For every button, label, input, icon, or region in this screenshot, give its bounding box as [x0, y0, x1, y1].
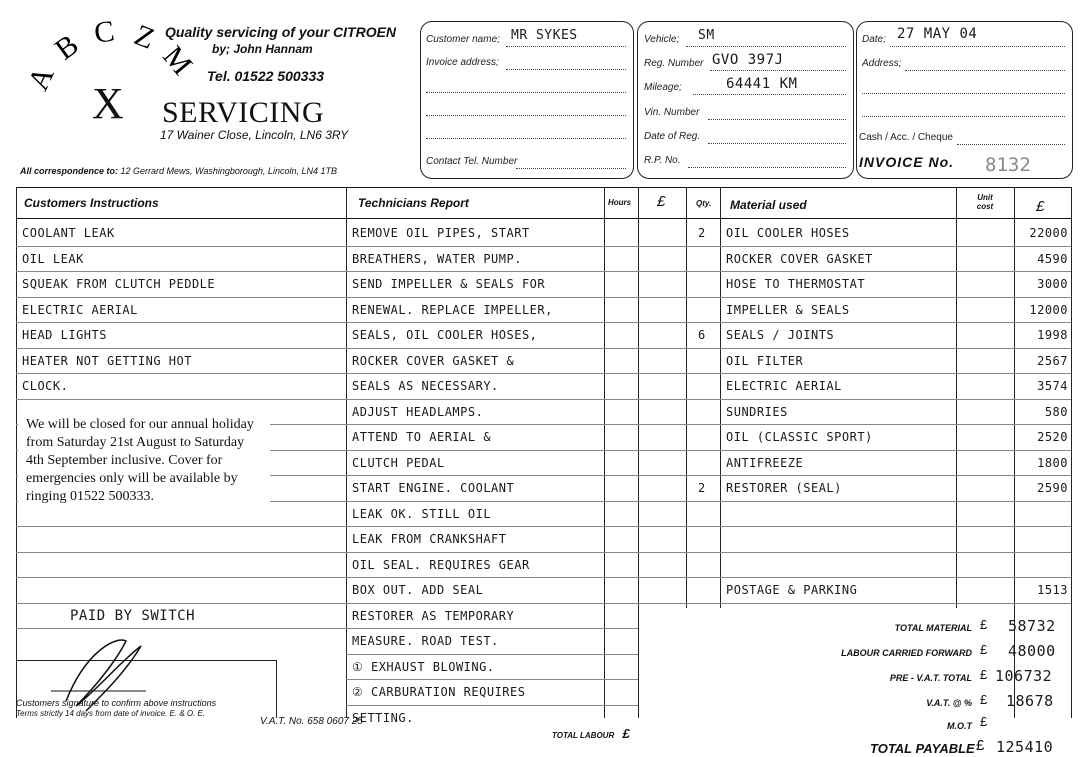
- customer-instruction: CLOCK.: [22, 379, 69, 393]
- row-divider: [346, 552, 1071, 553]
- row-divider: [16, 628, 346, 629]
- technician-report-line: BREATHERS, WATER PUMP.: [352, 251, 522, 266]
- logo-letter: Z: [130, 18, 160, 56]
- material-item: OIL (CLASSIC SPORT): [726, 430, 873, 444]
- currency-6: £: [976, 737, 985, 754]
- signature-box[interactable]: [16, 660, 277, 718]
- row-divider: [346, 577, 1071, 578]
- technician-report-line: ROCKER COVER GASKET &: [352, 353, 515, 368]
- row-divider: [16, 552, 346, 553]
- row-divider: [346, 705, 638, 706]
- currency-2: £: [980, 642, 988, 657]
- mileage-value: 64441 KM: [726, 76, 798, 92]
- vat-value: 18678: [1006, 692, 1054, 710]
- pre-vat-value: 106732: [995, 667, 1053, 685]
- technician-report-line: RENEWAL. REPLACE IMPELLER,: [352, 302, 553, 317]
- row-divider: [16, 348, 346, 349]
- invoice-no-value: 8132: [985, 154, 1031, 176]
- terms-text: Terms strictly 14 days from date of invoice. E. & O. E.: [16, 709, 206, 718]
- holiday-notice: We will be closed for our annual holiday from Saturday 21st August to Saturday 4th September inclusive. Cover for emergencies only will be available by ringing 01522 500333.: [18, 410, 270, 512]
- technician-report-line: START ENGINE. COOLANT: [352, 481, 515, 495]
- technician-report-line: ① EXHAUST BLOWING.: [352, 659, 495, 674]
- customer-instruction: OIL LEAK: [22, 251, 84, 266]
- material-amount: 1800: [1037, 455, 1068, 470]
- material-qty: 2: [698, 481, 706, 495]
- date-value: 27 MAY 04: [897, 26, 978, 42]
- total-payable-value: 125410: [996, 738, 1054, 756]
- currency-3: £: [980, 667, 988, 682]
- company-owner: by; John Hannam: [212, 42, 313, 56]
- row-divider: [346, 603, 1071, 604]
- material-amount: 2567: [1037, 353, 1068, 368]
- row-divider: [346, 628, 638, 629]
- row-divider: [346, 399, 1071, 400]
- technician-report-line: SEALS AS NECESSARY.: [352, 379, 499, 393]
- row-divider: [346, 322, 1071, 323]
- correspondence-address: 12 Gerrard Mews, Washingborough, Lincoln, LN4 1TB: [120, 166, 337, 176]
- material-item: ROCKER COVER GASKET: [726, 251, 873, 266]
- invoice-no-label: INVOICE No.: [859, 154, 955, 170]
- technician-report-line: CLUTCH PEDAL: [352, 455, 445, 470]
- company-servicing: SERVICING: [162, 96, 325, 129]
- correspondence-line: [20, 166, 337, 176]
- row-divider: [346, 348, 1071, 349]
- customer-instruction: HEATER NOT GETTING HOT: [22, 353, 192, 368]
- currency-1: £: [980, 617, 988, 632]
- technician-report-line: BOX OUT. ADD SEAL: [352, 583, 484, 597]
- header-pound-total: £: [1036, 198, 1045, 215]
- mileage-label: Mileage;: [644, 82, 682, 93]
- customer-box: [420, 21, 634, 179]
- company-tagline: Quality servicing of your CITROEN: [165, 24, 397, 40]
- row-divider: [16, 322, 346, 323]
- material-amount: 1513: [1037, 583, 1068, 597]
- technician-report-line: OIL SEAL. REQUIRES GEAR: [352, 557, 530, 572]
- material-item: SEALS / JOINTS: [726, 328, 835, 342]
- reg-value: GVO 397J: [712, 52, 784, 68]
- technician-report-line: ② CARBURATION REQUIRES: [352, 685, 526, 699]
- material-item: ELECTRIC AERIAL: [726, 379, 842, 393]
- signature-label: Customers signature to confirm above instructions: [16, 698, 217, 708]
- vat-label: V.A.T. @ %: [926, 698, 972, 708]
- date-of-reg-label: Date of Reg.: [644, 131, 701, 142]
- material-amount: 580: [1044, 404, 1068, 419]
- material-amount: 22000: [1029, 226, 1068, 240]
- technician-report-line: MEASURE. ROAD TEST.: [352, 634, 499, 648]
- header-unit-cost: Unit cost: [976, 193, 994, 211]
- row-divider: [346, 297, 1071, 298]
- row-divider: [346, 424, 1071, 425]
- total-material-label: TOTAL MATERIAL: [894, 623, 972, 633]
- customer-instruction: SQUEAK FROM CLUTCH PEDDLE: [22, 277, 216, 291]
- customer-name-label: Customer name;: [426, 34, 500, 45]
- total-material-value: 58732: [1008, 617, 1056, 635]
- row-divider: [16, 577, 346, 578]
- row-divider: [346, 475, 1071, 476]
- technician-report-line: ATTEND TO AERIAL &: [352, 430, 492, 444]
- logo-letter: B: [48, 28, 85, 67]
- vin-label: Vin. Number: [644, 107, 700, 118]
- vehicle-box: [637, 21, 854, 179]
- logo-x: X: [92, 79, 124, 128]
- material-item: IMPELLER & SEALS: [726, 302, 850, 317]
- technician-report-line: REMOVE OIL PIPES, START: [352, 226, 530, 240]
- row-divider: [346, 654, 638, 655]
- material-item: ANTIFREEZE: [726, 455, 804, 470]
- technician-report-line: LEAK OK. STILL OIL: [352, 506, 492, 521]
- material-qty: 6: [698, 328, 706, 342]
- totals-panel: [690, 607, 1072, 717]
- material-amount: 3574: [1037, 379, 1068, 393]
- total-labour-text: TOTAL LABOUR: [552, 731, 615, 740]
- date-box: [856, 21, 1073, 179]
- logo-letter: A: [21, 61, 61, 96]
- material-item: SUNDRIES: [726, 404, 788, 419]
- material-item: OIL COOLER HOSES: [726, 226, 850, 240]
- header-qty: Qty.: [696, 199, 712, 208]
- logo-letter: M: [156, 39, 199, 82]
- mot-label: M.O.T: [947, 721, 972, 731]
- header-hours: Hours: [608, 198, 632, 207]
- row-divider: [16, 603, 346, 604]
- row-divider: [346, 271, 1071, 272]
- address-label: Address;: [862, 58, 902, 69]
- header-material-used: Material used: [730, 198, 807, 212]
- material-item: POSTAGE & PARKING: [726, 583, 858, 597]
- date-label: Date;: [862, 34, 886, 45]
- currency-4: £: [980, 692, 988, 707]
- contact-tel-label: Contact Tel. Number: [426, 156, 518, 167]
- row-divider: [346, 450, 1071, 451]
- vehicle-value: SM: [698, 28, 715, 43]
- material-amount: 1998: [1037, 328, 1068, 342]
- technician-report-line: SETTING.: [352, 710, 414, 725]
- row-divider: [346, 246, 1071, 247]
- rp-no-label: R.P. No.: [644, 155, 681, 166]
- technician-report-line: ADJUST HEADLAMPS.: [352, 404, 484, 419]
- invoice-address-label: Invoice address;: [426, 57, 499, 68]
- labour-cf-value: 48000: [1008, 642, 1056, 660]
- company-address: 17 Wainer Close, Lincoln, LN6 3RY: [160, 128, 349, 142]
- total-payable-label: TOTAL PAYABLE: [870, 741, 975, 756]
- material-item: HOSE TO THERMOSTAT: [726, 277, 866, 291]
- customer-name-value: MR SYKES: [511, 28, 578, 43]
- header-technicians-report: Technicians Report: [358, 196, 469, 210]
- material-amount: 4590: [1037, 251, 1068, 266]
- material-item: OIL FILTER: [726, 353, 804, 368]
- row-divider: [16, 526, 346, 527]
- company-tel: Tel. 01522 500333: [207, 68, 325, 84]
- currency-5: £: [980, 714, 988, 729]
- vehicle-label: Vehicle;: [644, 34, 680, 45]
- material-amount: 2520: [1037, 430, 1068, 444]
- material-amount: 3000: [1037, 277, 1068, 291]
- row-divider: [16, 399, 346, 400]
- pre-vat-label: PRE - V.A.T. TOTAL: [889, 673, 972, 683]
- material-amount: 12000: [1029, 302, 1068, 317]
- row-divider: [16, 246, 346, 247]
- correspondence-label: All correspondence to:: [20, 166, 119, 176]
- logo-letter: C: [92, 14, 117, 50]
- row-divider: [16, 373, 346, 374]
- labour-cf-label: LABOUR CARRIED FORWARD: [841, 648, 972, 658]
- paid-note: PAID BY SWITCH: [70, 608, 196, 624]
- vat-number: V.A.T. No. 658 0607 25: [260, 716, 363, 727]
- total-labour-currency: £: [622, 726, 630, 741]
- material-qty: 2: [698, 226, 706, 240]
- technician-report-line: SEALS, OIL COOLER HOSES,: [352, 328, 538, 342]
- row-divider: [16, 271, 346, 272]
- reg-label: Reg. Number: [644, 58, 704, 69]
- technician-report-line: RESTORER AS TEMPORARY: [352, 608, 515, 623]
- technician-report-line: LEAK FROM CRANKSHAFT: [352, 532, 507, 546]
- row-divider: [346, 526, 1071, 527]
- customer-instruction: HEAD LIGHTS: [22, 328, 107, 342]
- technician-report-line: SEND IMPELLER & SEALS FOR: [352, 277, 546, 291]
- material-amount: 2590: [1037, 481, 1068, 495]
- total-labour-label: [552, 726, 630, 741]
- material-item: RESTORER (SEAL): [726, 481, 842, 495]
- row-divider: [346, 501, 1071, 502]
- customer-instruction: COOLANT LEAK: [22, 226, 115, 240]
- payment-method-label: Cash / Acc. / Cheque: [859, 132, 953, 143]
- header-customer-instructions: Customers Instructions: [24, 196, 159, 210]
- header-pound: £: [657, 193, 666, 210]
- row-divider: [346, 373, 1071, 374]
- customer-instruction: ELECTRIC AERIAL: [22, 302, 138, 317]
- row-divider: [346, 679, 638, 680]
- row-divider: [16, 297, 346, 298]
